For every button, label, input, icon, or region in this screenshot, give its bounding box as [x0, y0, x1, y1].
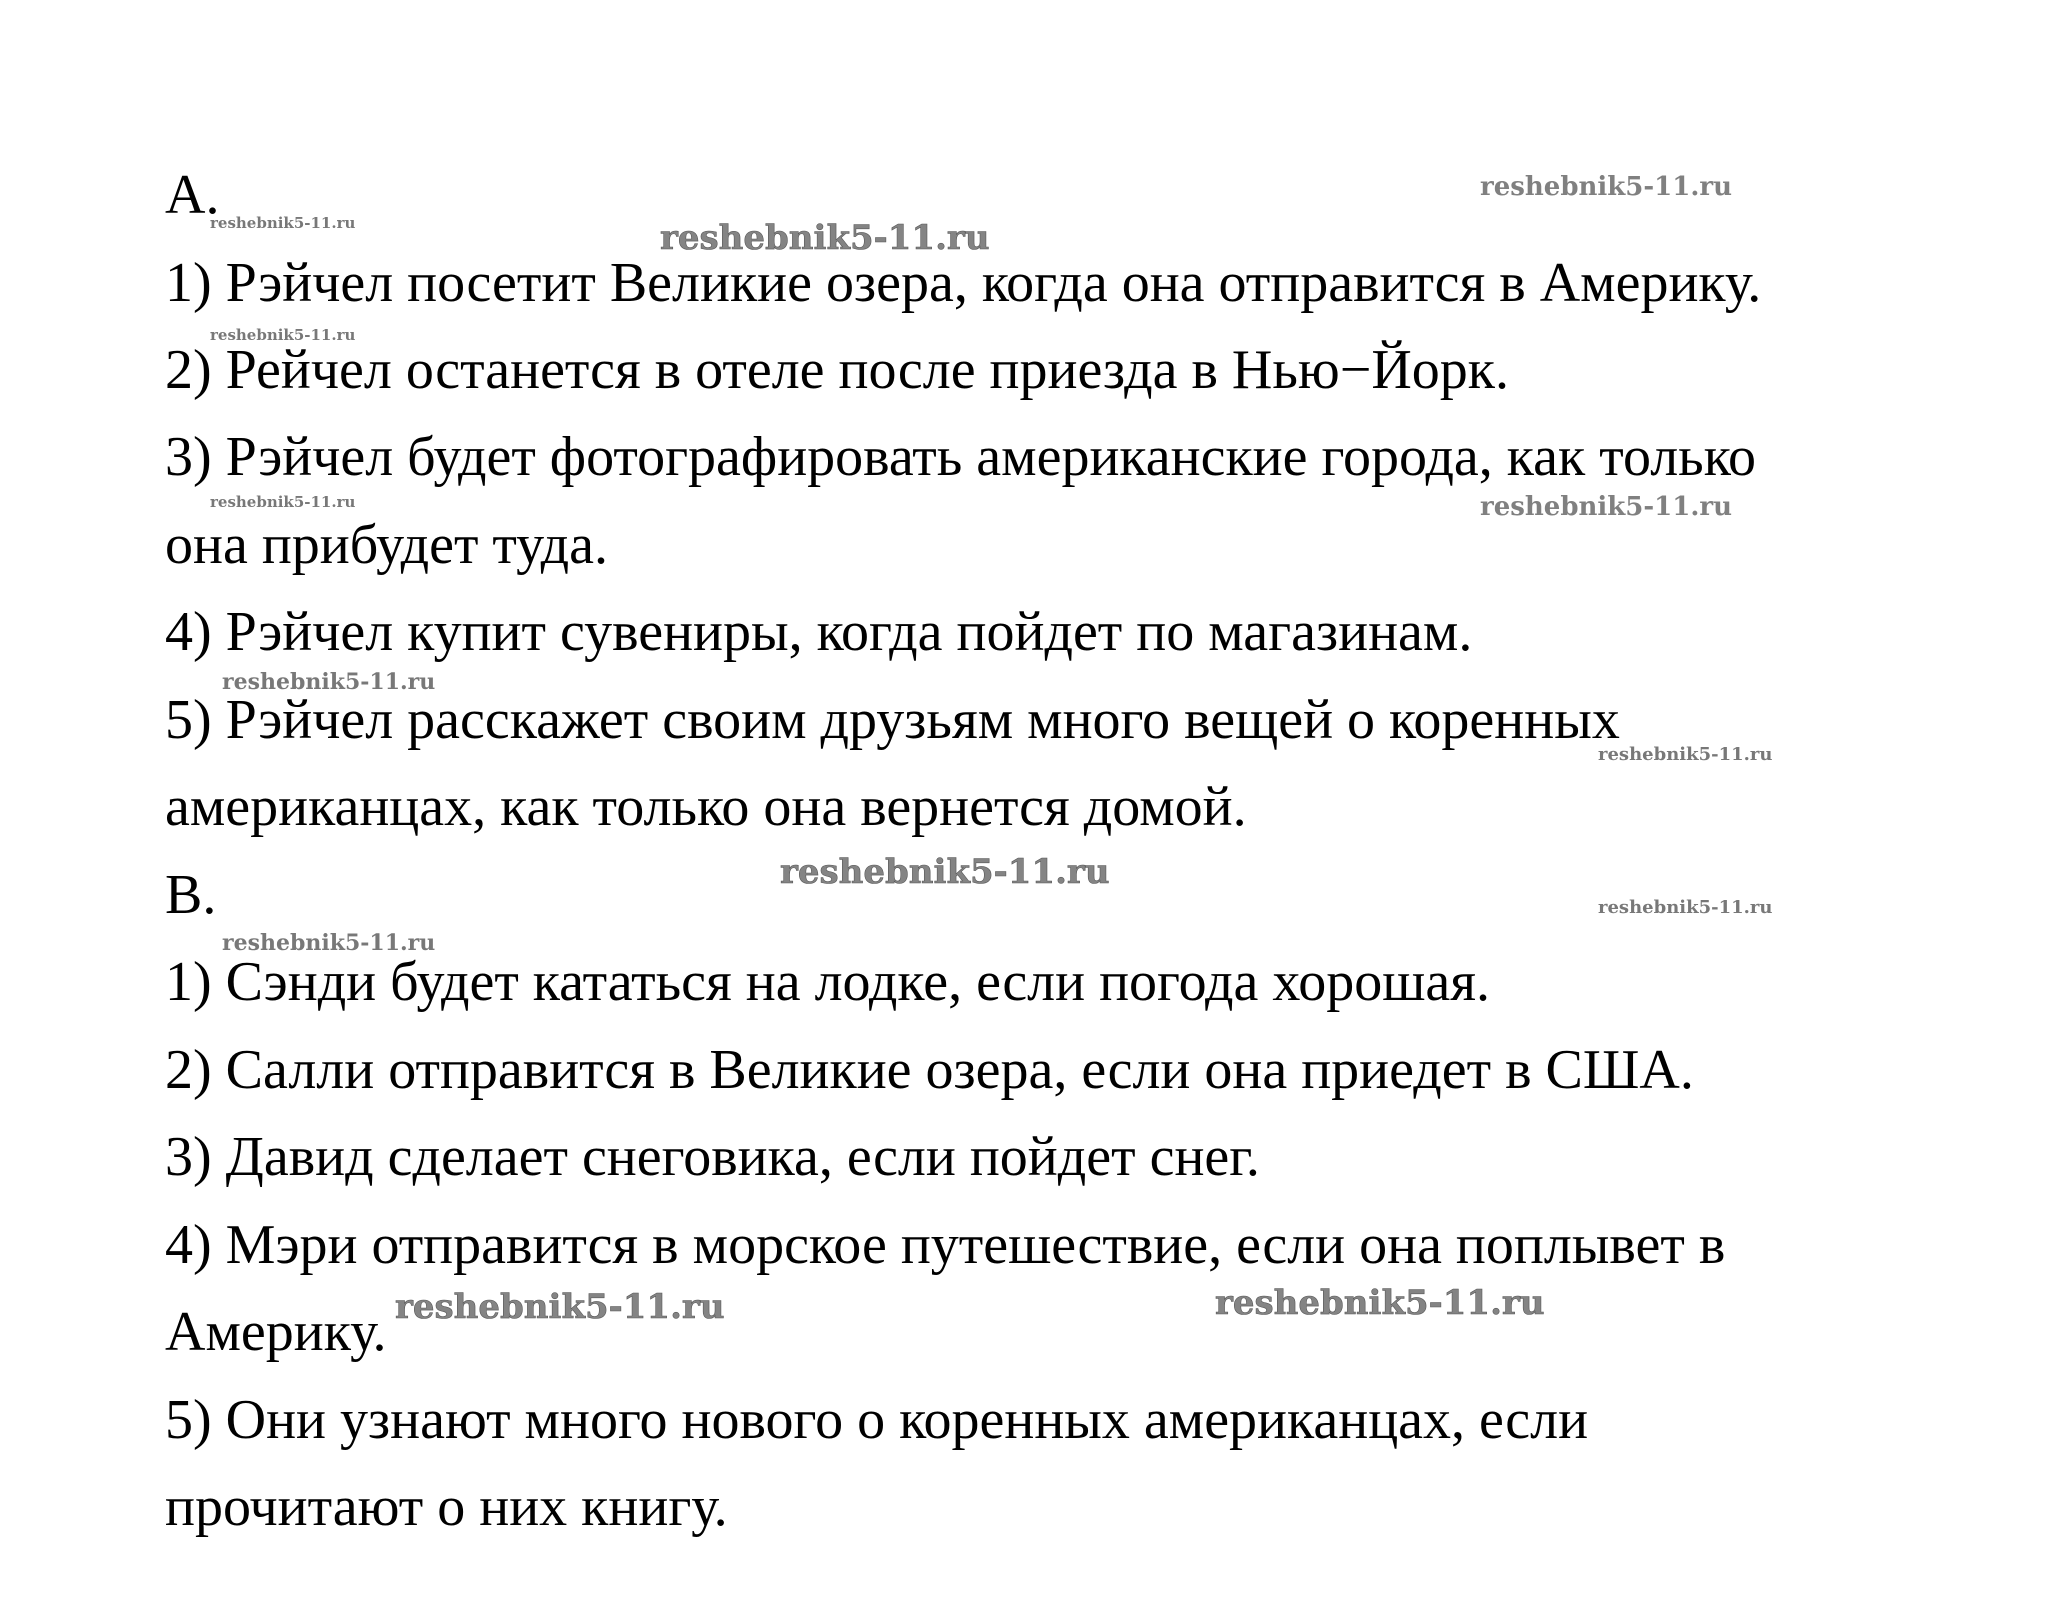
watermark: reshebnik5-11.ru: [1598, 897, 1773, 918]
section-b-line-1: 1) Сэнди будет кататься на лодке, если погода хорошая.: [165, 951, 1490, 1013]
section-a-heading: A.: [165, 164, 220, 226]
watermark: reshebnik5-11.ru: [1480, 172, 1733, 202]
watermark: reshebnik5-11.ru: [210, 326, 356, 344]
section-b-line-5: Америку.: [165, 1301, 387, 1363]
section-b-line-3: 3) Давид сделает снеговика, если пойдет снег.: [165, 1126, 1260, 1188]
watermark: reshebnik5-11.ru: [1598, 744, 1773, 765]
section-a-line-3: 3) Рэйчел будет фотографировать американские города, как только: [165, 426, 1757, 488]
section-b-line-4: 4) Мэри отправится в морское путешествие, если она поплывет в: [165, 1214, 1726, 1276]
section-a-line-5: 4) Рэйчел купит сувениры, когда пойдет по магазинам.: [165, 601, 1473, 663]
section-b-line-7: прочитают о них книгу.: [165, 1476, 728, 1538]
watermark: reshebnik5-11.ru: [222, 930, 436, 956]
watermark: reshebnik5-11.ru: [660, 218, 990, 258]
section-a-line-4: она прибудет туда.: [165, 514, 608, 576]
watermark: reshebnik5-11.ru: [210, 493, 356, 511]
section-a-line-2: 2) Рейчел останется в отеле после приезда в Нью−Йорк.: [165, 339, 1509, 401]
watermark: reshebnik5-11.ru: [395, 1287, 725, 1327]
section-a-line-1: 1) Рэйчел посетит Великие озера, когда она отправится в Америку.: [165, 252, 1762, 314]
watermark: reshebnik5-11.ru: [780, 852, 1110, 892]
watermark: reshebnik5-11.ru: [1480, 492, 1733, 522]
section-b-heading: B.: [165, 864, 217, 926]
watermark: reshebnik5-11.ru: [210, 214, 356, 232]
watermark: reshebnik5-11.ru: [1215, 1283, 1545, 1323]
watermark: reshebnik5-11.ru: [222, 669, 436, 695]
section-b-line-2: 2) Салли отправится в Великие озера, если она приедет в США.: [165, 1039, 1694, 1101]
section-a-line-6: 5) Рэйчел расскажет своим друзьям много вещей о коренных: [165, 689, 1620, 751]
section-a-line-7: американцах, как только она вернется домой.: [165, 776, 1247, 838]
section-b-line-6: 5) Они узнают много нового о коренных американцах, если: [165, 1389, 1589, 1451]
